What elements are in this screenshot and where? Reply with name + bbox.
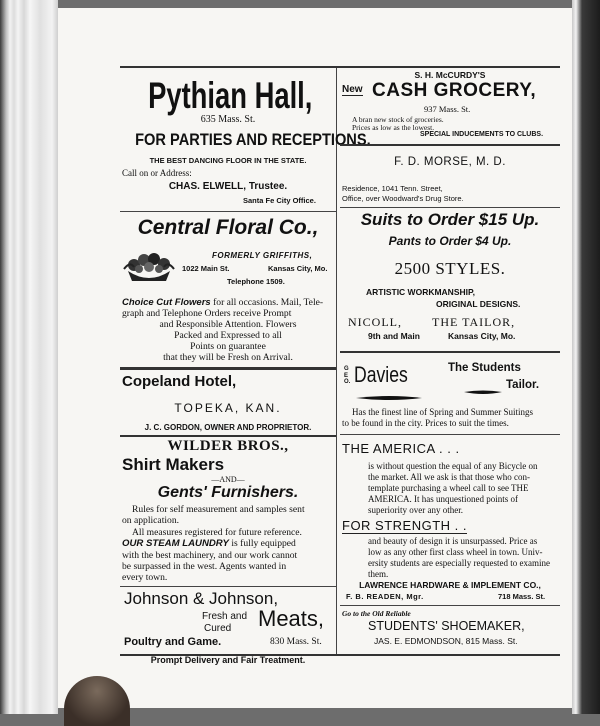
pythian-sub: THE BEST DANCING FLOOR IN THE STATE. (149, 156, 307, 165)
wilder-gents: Gents' Furnishers. (157, 484, 299, 501)
wilder-line5: with the best machinery, and our work cannot (122, 550, 298, 561)
johnson-address: 830 Mass. St. (270, 637, 322, 647)
nicoll-work: ARTISTIC WORKMANSHIP, (366, 287, 475, 297)
divider (340, 434, 560, 435)
floral-line1 (122, 297, 323, 308)
wilder-shirt: Shirt Makers (122, 455, 225, 474)
nicoll-designs: ORIGINAL DESIGNS. (436, 299, 521, 309)
johnson-fresh: Fresh and (202, 611, 248, 622)
johnson-cured: Cured (204, 623, 232, 634)
column-divider (336, 68, 337, 654)
america-address: 718 Mass. St. (498, 592, 546, 601)
pythian-office: Santa Fe City Office. (243, 196, 316, 205)
divider (340, 351, 560, 353)
wilder-line4-text: is fully equipped (228, 538, 296, 549)
morse-name: F. D. MORSE, M. D. (394, 156, 506, 168)
morse-line1: Residence, 1041 Tenn. Street, (342, 184, 443, 193)
nicoll-street: 9th and Main (368, 331, 420, 341)
wilder-laundry: OUR STEAM LAUNDRY (122, 538, 229, 549)
divider (340, 207, 560, 208)
floral-line2: graph and Telephone Orders receive Prompt (122, 308, 292, 319)
floral-phone: Telephone 1509. (227, 277, 285, 286)
copeland-title: Copeland Hotel, (122, 373, 237, 390)
america-line7: low as any other first class wheel in town. Univ- (368, 547, 543, 557)
shoemaker-title: STUDENTS' SHOEMAKER, (368, 619, 525, 633)
floral-lead: Choice Cut Flowers (122, 297, 211, 308)
pythian-trustee: CHAS. ELWELL, Trustee. (168, 181, 288, 192)
nicoll-suits: Suits to Order $15 Up. (360, 210, 540, 229)
nicoll-tailor: THE TAILOR, (432, 315, 516, 329)
wilder-line4 (122, 538, 296, 549)
pythian-headline: FOR PARTIES AND RECEPTIONS. (135, 130, 371, 149)
america-line8: ersity students are especially requested to examine (368, 558, 550, 568)
nicoll-styles: 2500 STYLES. (394, 259, 506, 278)
wilder-title: WILDER BROS., (167, 438, 289, 454)
america-line9: them. (368, 569, 389, 579)
floral-formerly: FORMERLY GRIFFITHS, (212, 251, 313, 260)
floral-title: Central Floral Co., (137, 216, 319, 239)
wilder-line3: All measures registered for future reference. (132, 527, 302, 538)
copeland-city: TOPEKA, KAN. (174, 401, 282, 415)
morse-line2: Office, over Woodward's Drug Store. (342, 194, 464, 203)
wilder-line7: every town. (122, 572, 168, 583)
flower-basket-icon (122, 251, 176, 283)
book-right-edge (572, 0, 600, 714)
wilder-line6: be surpassed in the west. Agents wanted in (122, 561, 287, 572)
shoemaker-lead: Go to the Old Reliable (342, 609, 411, 618)
mccurdy-line2: Prices as low as the lowest. (352, 123, 435, 132)
pythian-address: 635 Mass. St. (200, 114, 256, 125)
davies-flourish (356, 388, 422, 394)
america-line2: the market. All we ask is that those who con- (368, 472, 530, 482)
shoemaker-owner: JAS. E. EDMONDSON, 815 Mass. St. (374, 636, 518, 646)
divider (120, 367, 336, 370)
floral-line5: Points on guarantee (190, 341, 266, 352)
johnson-meats: Meats, (258, 606, 325, 631)
mccurdy-new: New (342, 84, 363, 95)
mccurdy-title: CASH GROCERY, (372, 80, 537, 101)
mccurdy-special: SPECIAL INDUCEMENTS TO CLUBS. (420, 131, 544, 138)
floral-line1-text: for all occasions. Mail, Tele- (210, 297, 324, 308)
mccurdy-address: 937 Mass. St. (424, 104, 471, 114)
america-title: THE AMERICA . . . (342, 441, 460, 456)
floral-line3: and Responsible Attention. Flowers (159, 319, 297, 330)
america-strength: FOR STRENGTH . . (342, 518, 467, 533)
america-line3: template purchasing a wheel call to see THE (368, 483, 529, 493)
johnson-prompt: Prompt Delivery and Fair Treatment. (150, 655, 306, 665)
america-line6: and beauty of design it is unsurpassed. Price as (368, 536, 538, 546)
america-line4: AMERICA. It has unquestioned points of (368, 494, 518, 504)
wilder-line1: Rules for self measurement and samples sent (132, 504, 305, 515)
mccurdy-owner: S. H. McCURDY'S (414, 70, 486, 80)
davies-tailor: Tailor. (506, 379, 540, 391)
mccurdy-line1: A bran new stock of groceries. (352, 115, 444, 124)
right-column (340, 68, 560, 654)
nicoll-city: Kansas City, Mo. (448, 331, 516, 341)
nicoll-name: NICOLL, (348, 315, 402, 329)
copeland-owner: J. C. GORDON, OWNER AND PROPRIETOR. (144, 423, 312, 432)
wilder-line2: on application. (122, 515, 180, 526)
johnson-title: Johnson & Johnson, (124, 589, 279, 608)
pythian-call: Call on or Address: (122, 168, 192, 178)
davies-geo: GEO. (344, 366, 351, 385)
davies-students: The Students (448, 362, 521, 374)
floral-line4: Packed and Expressed to all (174, 330, 282, 341)
america-manager: F. B. READEN, Mgr. (346, 592, 424, 601)
divider (340, 605, 560, 606)
davies-name: Davies (354, 362, 408, 387)
davies-feather (464, 383, 502, 390)
davies-line1: Has the finest line of Spring and Summer Suitings (352, 407, 533, 417)
floral-line6: that they will be Fresh on Arrival. (163, 352, 293, 363)
divider (340, 144, 560, 146)
pythian-title: Pythian Hall, (148, 75, 313, 116)
davies-line2: to be found in the city. Prices to suit the times. (342, 418, 509, 428)
america-line5: superiority over any other. (368, 505, 463, 515)
america-company: LAWRENCE HARDWARE & IMPLEMENT CO., (359, 580, 541, 590)
wilder-and: —AND— (211, 475, 245, 484)
book-spine-edge (0, 0, 58, 714)
scanned-page (58, 8, 572, 708)
floral-street: 1022 Main St. (182, 264, 230, 273)
divider (120, 211, 336, 212)
america-line1: is without question the equal of any Bicycle on (368, 461, 538, 471)
johnson-poultry: Poultry and Game. (124, 636, 222, 648)
divider (120, 586, 336, 587)
divider (120, 435, 336, 437)
nicoll-pants: Pants to Order $4 Up. (388, 234, 512, 248)
floral-city: Kansas City, Mo. (268, 264, 328, 273)
